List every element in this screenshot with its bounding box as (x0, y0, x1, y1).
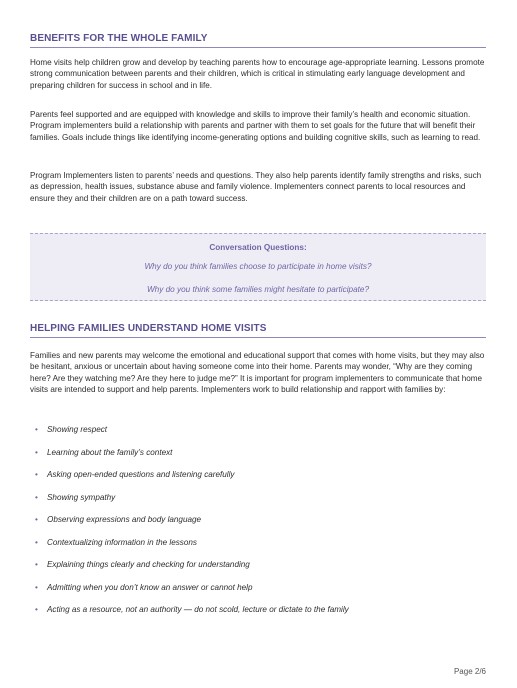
conversation-question-1: Why do you think families choose to participate in home visits? (144, 262, 372, 271)
bullet-icon: • (35, 425, 38, 434)
benefits-paragraph-3: Program Implementers listen to parents’ needs and questions. They also help parents identify family strengths and risks, such as depression, health issues, substance abuse and family violence. Implementers connect parents to local resources and ensure they and their children are on a path toward success. (30, 171, 482, 203)
bullet-icon: • (35, 560, 38, 569)
list-item-text: Acting as a resource, not an authority — do not scold, lecture or dictate to the family (47, 605, 349, 614)
list-item-text: Contextualizing information in the lessons (47, 537, 197, 547)
helping-families-paragraph: Families and new parents may welcome the emotional and educational support that comes with home visits, but they may also be hesitant, anxious or uncertain about having someone come into their home. Parents may wonder, “Why are they coming here? Are they watching me? Are they here to judge me?” It is important for program implementers to communicate that home visits are intended to support and help parents. Implementers work to build relationship and rapport with families by: (30, 351, 485, 394)
bullet-icon: • (35, 582, 38, 592)
bullet-icon: • (35, 492, 38, 502)
conversation-question-2: Why do you think some families might hesitate to participate? (146, 285, 370, 294)
page-number: Page 2/6 (453, 667, 486, 676)
list-item-text: Observing expressions and body language (47, 515, 202, 524)
conversation-questions-title: Conversation Questions: (209, 243, 307, 252)
benefits-paragraph-2: Parents feel supported and are equipped with knowledge and skills to improve their family’s health and economic situation. Program implementers build a relationship with parents and partner with them to set goals for the future that will benefit their families. Goals include things like identifying income-generating options and building cognitive skills, such as learning to read. (30, 110, 481, 142)
bullet-icon: • (35, 470, 38, 479)
bullet-icon: • (35, 515, 38, 524)
section-title-helping-families: HELPING FAMILIES UNDERSTAND HOME VISITS (30, 323, 486, 338)
section-title-benefits: BENEFITS FOR THE WHOLE FAMILY (30, 33, 486, 48)
list-item-text: Explaining things clearly and checking for understanding (47, 560, 250, 569)
list-item-text: Showing sympathy (47, 492, 116, 502)
list-item-text: Showing respect (47, 425, 108, 434)
list-item-text: Admitting when you don’t know an answer or cannot help (47, 582, 253, 592)
benefits-paragraph-1: Home visits help children grow and develop by teaching parents how to encourage age-appropriate learning. Lessons promote strong communication between parents and their children, which is critical in stimulating early language development and preparing children for success in school and in life. (30, 58, 485, 90)
bullet-icon: • (35, 537, 38, 547)
conversation-questions-box (30, 233, 486, 301)
list-item-text: Asking open-ended questions and listening carefully (47, 470, 235, 479)
list-item-text: Learning about the family’s context (47, 447, 173, 457)
bullet-icon: • (35, 605, 38, 614)
bullet-icon: • (35, 447, 38, 457)
